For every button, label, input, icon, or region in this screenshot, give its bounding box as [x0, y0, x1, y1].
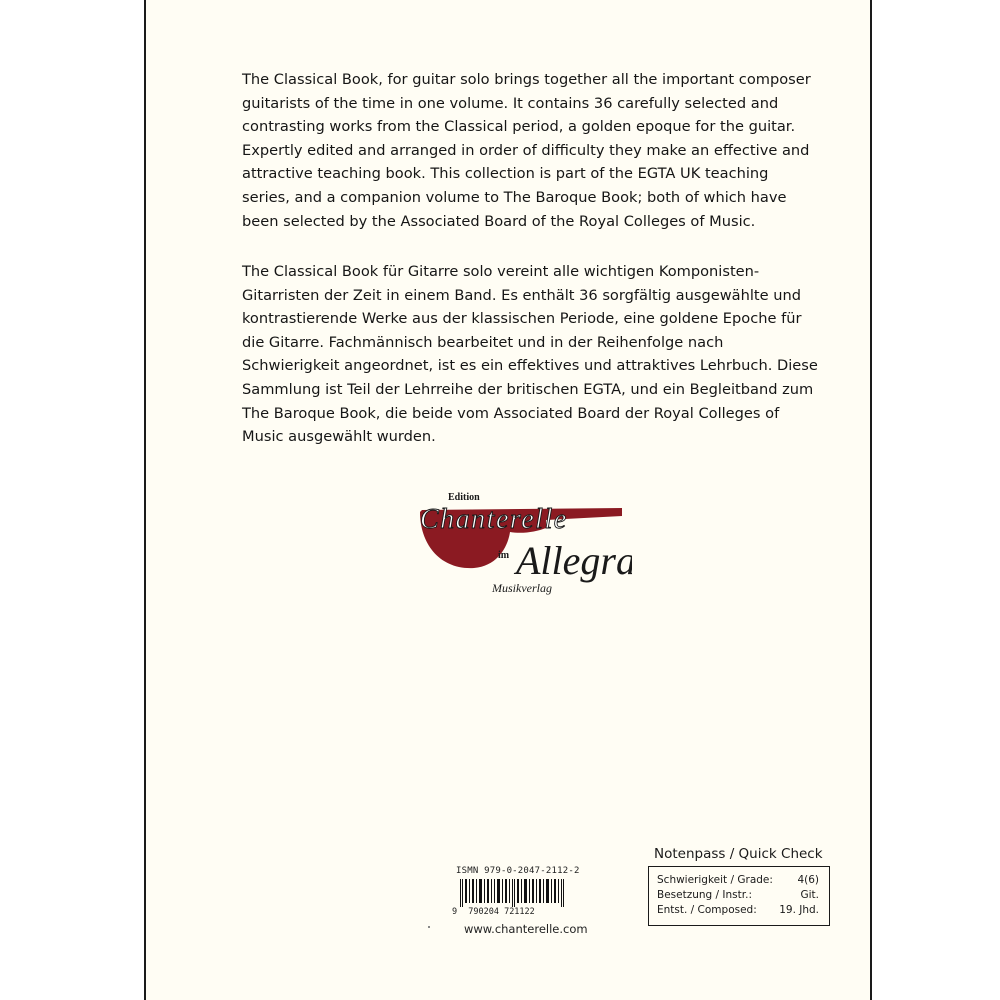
text-line: The Baroque Book, die beide vom Associated Board der Royal Colleges of: [242, 404, 780, 422]
quick-check-label: Entst. / Composed:: [657, 904, 757, 916]
text-line: The Classical Book für Gitarre solo vereint alle wichtigen Komponisten-: [242, 263, 760, 280]
text-line: Gitarristen der Zeit in einem Band. Es enthält 36 sorgfältig ausgewählte und: [242, 286, 802, 304]
text-line: die Gitarre. Fachmännisch bearbeitet und in der Reihenfolge nach: [242, 333, 724, 351]
text-line: Sammlung ist Teil der Lehrreihe der britischen EGTA, und ein Begleitband zum: [242, 380, 814, 398]
quick-check-label: Besetzung / Instr.:: [657, 889, 752, 901]
quick-check-value: 4(6): [797, 874, 819, 886]
barcode-lead-digit: 9: [452, 907, 458, 917]
logo-musikverlag-text: Musikverlag: [492, 581, 552, 595]
text-line: kontrastierende Werke aus der klassischen Periode, eine goldene Epoche für: [242, 310, 802, 328]
publisher-logo: [412, 486, 632, 598]
chanterelle-allegra-logo: [412, 486, 632, 598]
website-url: www.chanterelle.com: [464, 922, 588, 936]
description-german: [242, 260, 842, 449]
barcode-icon: [452, 879, 582, 907]
quick-check-box: [648, 866, 830, 926]
quick-check-row: [657, 904, 819, 920]
text-line: contrasting works from the Classical period, a golden epoque for the guitar.: [242, 118, 796, 136]
text-line: attractive teaching book. This collection is part of the EGTA UK teaching: [242, 165, 769, 183]
text-line: series, and a companion volume to The Baroque Book; both of which have: [242, 188, 787, 206]
text-line: Expertly edited and arranged in order of difficulty they make an effective and: [242, 141, 810, 159]
text-line: guitarists of the time in one volume. It contains 36 carefully selected and: [242, 94, 779, 112]
quick-check-value: Git.: [800, 889, 819, 901]
description-english: [242, 68, 842, 233]
logo-im-text: im: [498, 550, 510, 561]
text-line: been selected by the Associated Board of the Royal Colleges of Music.: [242, 212, 756, 230]
text-line: Music ausgewählt wurden.: [242, 428, 436, 446]
barcode-main-digits: 790204 721122: [468, 907, 535, 917]
quick-check-row: [657, 874, 819, 890]
quick-check-label: Schwierigkeit / Grade:: [657, 874, 773, 886]
logo-allegra-text: Allegra: [516, 538, 632, 583]
text-line: Schwierigkeit angeordnet, ist es ein effektives und attraktives Lehrbuch. Diese: [242, 357, 818, 375]
print-speck: [428, 926, 430, 928]
logo-edition-text: Edition: [448, 492, 480, 503]
quick-check-title: Notenpass / Quick Check: [654, 846, 823, 862]
quick-check-row: [657, 889, 819, 905]
barcode-digits: [452, 907, 535, 917]
quick-check-value: 19. Jhd.: [779, 904, 819, 916]
text-line: The Classical Book, for guitar solo brings together all the important composer: [242, 71, 811, 88]
book-back-cover: [144, 0, 872, 1000]
ismn-number: ISMN 979-0-2047-2112-2: [456, 866, 580, 876]
logo-chanterelle-text: Chanterelle: [420, 504, 568, 535]
